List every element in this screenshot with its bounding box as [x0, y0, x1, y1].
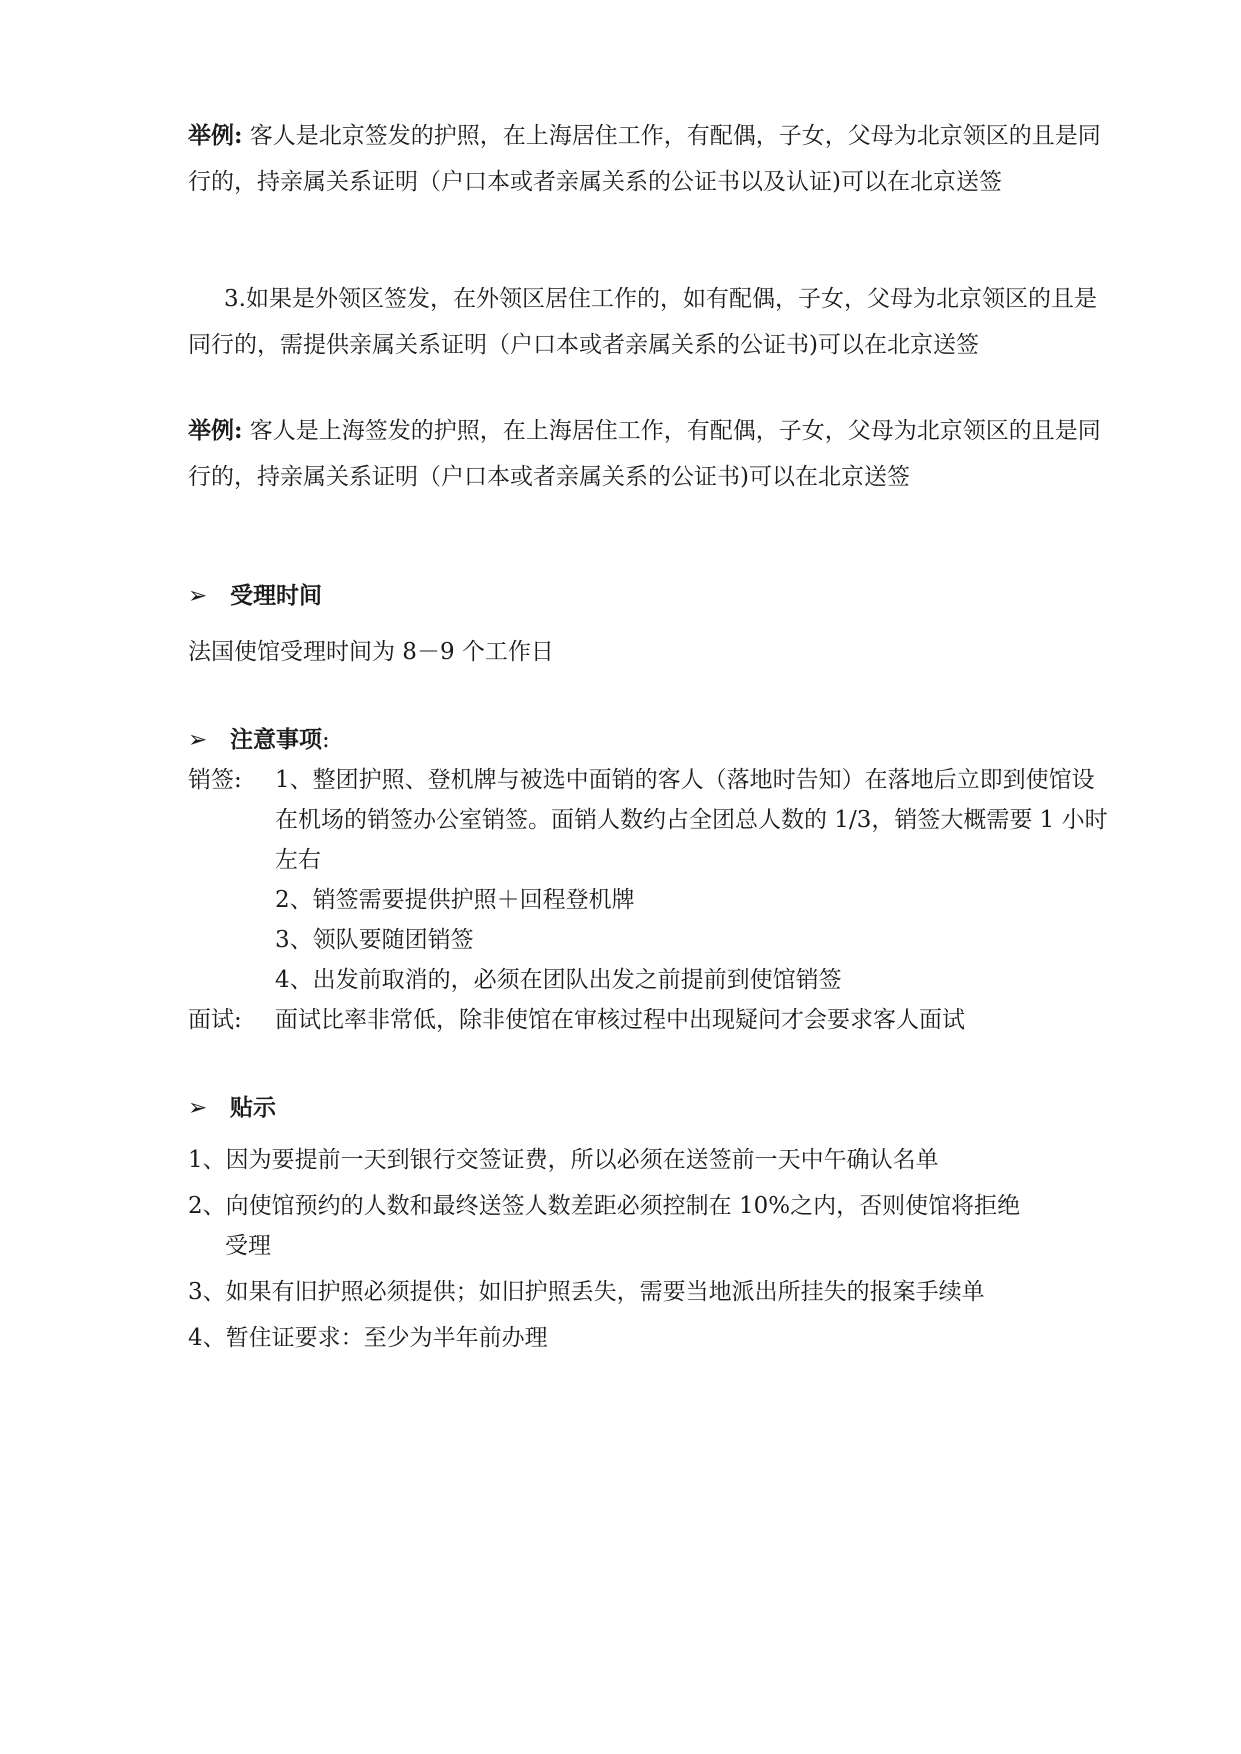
example-text: 客人是北京签发的护照，在上海居住工作，有配偶，子女，父母为北京领区的且是同行的，持亲属关系证明（户口本或者亲属关系的公证书以及认证)可以在北京送签: [188, 123, 1101, 195]
arrow-bullet-icon: ➢: [188, 583, 208, 609]
processing-heading: ➢ 受理时间: [188, 576, 322, 616]
cancel-item-3: 3、领队要随团销签: [275, 927, 474, 953]
example-label: 举例:: [188, 417, 243, 444]
tip-item-2-continuation: 受理: [225, 1233, 271, 1259]
interview-label: 面试:: [188, 1007, 242, 1033]
arrow-bullet-icon: ➢: [188, 727, 208, 753]
arrow-bullet-icon: ➢: [188, 1095, 208, 1121]
tip-item-3: 3、如果有旧护照必须提供；如旧护照丢失，需要当地派出所挂失的报案手续单: [188, 1279, 985, 1305]
example-paragraph-1: [188, 113, 1108, 205]
tip-item-1: 1、因为要提前一天到银行交签证费，所以必须在送签前一天中午确认名单: [188, 1147, 939, 1173]
example-paragraph-2: [188, 408, 1108, 500]
rule-3-paragraph: 3.如果是外领区签发，在外领区居住工作的，如有配偶，子女，父母为北京领区的且是同行的，需提供亲属关系证明（户口本或者亲属关系的公证书)可以在北京送签: [188, 286, 1097, 358]
cancel-item-4: 4、出发前取消的，必须在团队出发之前提前到使馆销签: [275, 967, 842, 993]
tips-heading: ➢ 贴示: [188, 1088, 276, 1128]
interview-text: 面试比率非常低，除非使馆在审核过程中出现疑问才会要求客人面试: [275, 1007, 965, 1033]
example-label: 举例:: [188, 122, 243, 149]
cancel-item-1: 1、整团护照、登机牌与被选中面销的客人（落地时告知）在落地后立即到使馆设在机场的销签办公室销签。面销人数约占全团总人数的 1/3，销签大概需要 1 小时左右: [275, 767, 1108, 873]
cancel-label: 销签:: [188, 767, 242, 793]
tip-item-2: 2、向使馆预约的人数和最终送签人数差距必须控制在 10%之内，否则使馆将拒绝: [188, 1193, 1021, 1219]
tip-item-4: 4、暂住证要求：至少为半年前办理: [188, 1325, 548, 1351]
cancel-item-2: 2、销签需要提供护照＋回程登机牌: [275, 887, 635, 913]
processing-text: 法国使馆受理时间为 8－9 个工作日: [188, 639, 554, 665]
notes-heading: ➢ 注意事项:: [188, 720, 330, 760]
example-text: 客人是上海签发的护照，在上海居住工作，有配偶，子女，父母为北京领区的且是同行的，持亲属关系证明（户口本或者亲属关系的公证书)可以在北京送签: [188, 418, 1101, 490]
